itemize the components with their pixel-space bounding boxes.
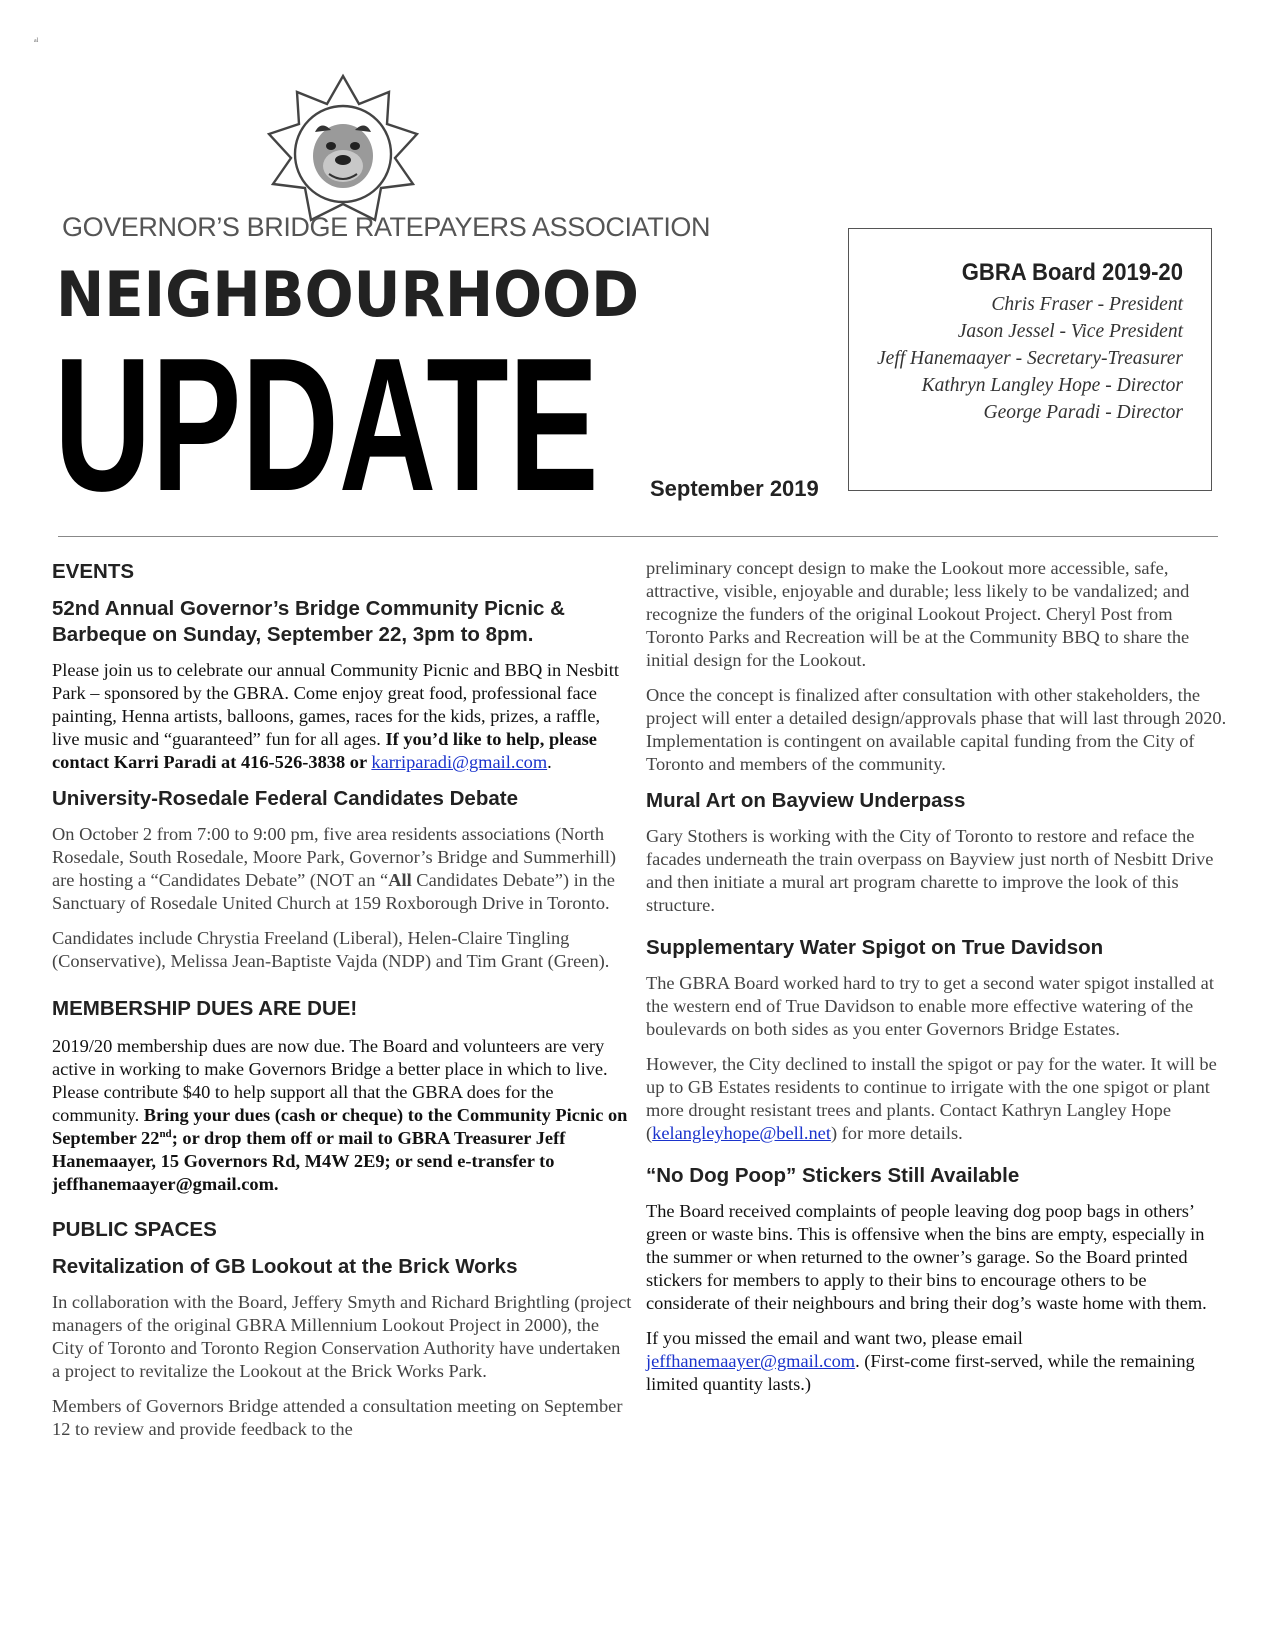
board-title: GBRA Board 2019-20 [961,259,1183,286]
board-member: Jeff Hanemaayer - Secretary-Treasurer [877,348,1183,369]
board-member: Chris Fraser - President [991,294,1183,315]
mural-heading: Mural Art on Bayview Underpass [646,789,966,812]
lookout-heading: Revitalization of GB Lookout at the Brick Works [52,1255,518,1278]
lookout-body-2: Members of Governors Bridge attended a consultation meeting on September 12 to review and provide feedback to the [52,1396,623,1439]
board-member: Jason Jessel - Vice President [957,321,1183,342]
header-divider [58,536,1218,537]
spigot-body-1: The GBRA Board worked hard to try to get a second water spigot installed at the western end of True Davidson to enable more effective watering of the boulevards on both sides as you enter Governors Bridge Estates. [646,973,1214,1039]
left-column [52,560,632,1453]
debate-text-b: Candidates Debate”) in the Sanctuary of Rosedale United Church at 159 Roxborough Drive in Toronto. [52,870,615,913]
board-member: George Paradi - Director [983,402,1183,423]
debate-heading: University-Rosedale Federal Candidates Debate [52,787,518,810]
jeff-email-link[interactable]: jeffhanemaayer@gmail.com [646,1351,856,1371]
section-heading-events: EVENTS [52,560,135,583]
membership-bold-a: Bring your dues (cash or cheque) to the Community Picnic on September 22 [52,1105,628,1148]
picnic-end: . [547,752,552,772]
right-column [646,557,1228,1408]
mural-body: Gary Stothers is working with the City of Toronto to restore and reface the facades underneath the train overpass on Bayview just north of Nesbitt Drive and then initiate a mural art program charette to improve the look of this structure. [646,826,1214,915]
masthead-title-line2: UPDATE [54,319,599,531]
spigot-text-a: However, the City declined to install the spigot or pay for the water. It will be up to GB Estates residents to continue to irrigate with the one spigot or plant more drought resistant trees and plants. Contact Kathryn Langley Hope ( [646,1054,1217,1143]
board-box [848,228,1212,491]
spigot-body-2 [646,1053,1228,1145]
bulldog-rose-logo [255,70,431,230]
section-heading-membership: MEMBERSHIP DUES ARE DUE! [52,997,358,1020]
membership-body [52,1035,632,1196]
stickers-body-2 [646,1327,1228,1396]
section-heading-public-spaces: PUBLIC SPACES [52,1218,217,1241]
picnic-body [52,659,632,774]
membership-sup: nd [159,1127,172,1140]
membership-bold-b: ; or drop them off or mail to GBRA Treasurer Jeff Hanemaayer, 15 Governors Rd, M4W 2E9; or send e-transfer to jeffhanemaayer@gmail.com. [52,1128,566,1194]
lookout-body-2-continued: preliminary concept design to make the Lookout more accessible, safe, attractive, visible, enjoyable and durable; less likely to be vandalized; and recognize the funders of the original Lookout Project. Cheryl Post from Toronto Parks and Recreation will be at the Community BBQ to share the initial design for the Lookout. [646,558,1190,670]
issue-date: September 2019 [650,476,819,501]
debate-text-bold: All [388,870,412,890]
membership-text: 2019/20 membership dues are now due. The Board and volunteers are very active in working to make Governors Bridge a better place in which to live. Please contribute $40 to help support all that the GBRA does for the community. [52,1036,608,1125]
spigot-heading: Supplementary Water Spigot on True Davidson [646,936,1104,959]
picnic-contact: If you’d like to help, please contact Karri Paradi at 416-526-3838 or [52,729,597,772]
stickers-text-a: If you missed the email and want two, please email [646,1328,1023,1348]
board-member: Kathryn Langley Hope - Director [921,375,1183,396]
corner-mark: al [34,38,39,44]
debate-candidates: Candidates include Chrystia Freeland (Liberal), Helen-Claire Tingling (Conservative), Melissa Jean-Baptiste Vajda (NDP) and Tim Grant (Green). [52,928,610,971]
stickers-heading: “No Dog Poop” Stickers Still Available [646,1164,1020,1187]
debate-body [52,823,632,915]
stickers-body-1: The Board received complaints of people leaving dog poop bags in others’ green or waste bins. This is offensive when the bins are empty, especially in the summer or when returned to the owner’s garage. So the Board printed stickers for members to apply to their bins to encourage others to be considerate of their neighbours and bring their dog’s waste home with them. [646,1201,1207,1313]
lookout-body-1: In collaboration with the Board, Jeffery Smyth and Richard Brightling (project managers of the original GBRA Millennium Lookout Project in 2000), the City of Toronto and Toronto Region Conservation Authority have undertaken a project to revitalize the Lookout at the Brick Works Park. [52,1292,632,1381]
picnic-text: Please join us to celebrate our annual Community Picnic and BBQ in Nesbitt Park – sponsored by the GBRA. Come enjoy great food, professional face painting, Henna artists, balloons, games, races for the kids, prizes, a raffle, live music and “guaranteed” fun for all ages. [52,660,619,749]
debate-text-a: On October 2 from 7:00 to 9:00 pm, five area residents associations (North Rosedale, South Rosedale, Moore Park, Governor’s Bridge and Summerhill) are hosting a “Candidates Debate” (NOT an “ [52,824,617,890]
spigot-text-b: ) for more details. [830,1123,963,1143]
masthead-title-line1: NEIGHBOURHOOD [56,258,640,331]
organization-name: GOVERNOR’S BRIDGE RATEPAYERS ASSOCIATION [62,212,711,242]
karri-email-link[interactable]: karriparadi@gmail.com [371,752,548,772]
picnic-heading: 52nd Annual Governor’s Bridge Community Picnic & Barbeque on Sunday, September 22, 3pm to 8pm. [52,597,565,646]
kathryn-email-link[interactable]: kelangleyhope@bell.net [652,1123,831,1143]
lookout-body-3: Once the concept is finalized after consultation with other stakeholders, the project will enter a detailed design/approvals phase that will last through 2020. Implementation is contingent on available capital funding from the City of Toronto and members of the community. [646,685,1227,774]
stickers-text-b: . (First-come first-served, while the remaining limited quantity lasts.) [646,1351,1195,1394]
